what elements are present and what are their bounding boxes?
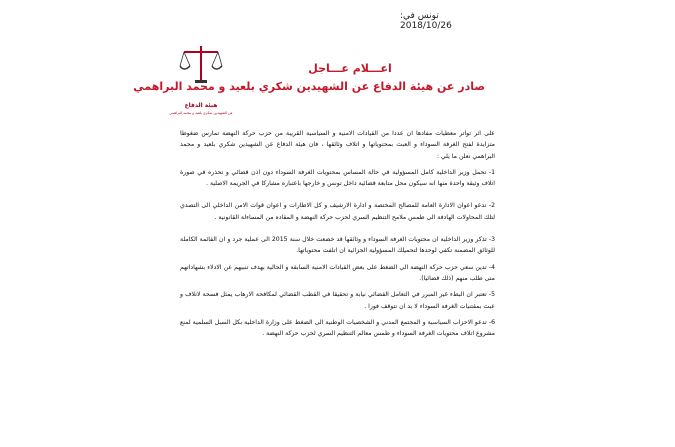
logo-subtitle: عن الشهيدين شكري بلعيد و محمد البراهمي: [169, 111, 233, 115]
list-item: 4- تدين سعي حزب حركة النهضة الى الضغط على بعض القيادات الامنية السابقة و الحالية بهدف تنبيهم عن الادلاء بشهاداتهم متى طلب منهم (ذلك قضائيا).: [180, 263, 495, 282]
intro-paragraph: على اثر تواتر معطيات مفادها ان عددا من القيادات الامنية و السياسية القريبة من حزب حركة النهضة تمارس ضغوطا متزايدة لفتح الغرفة السوداء و العبث بمحتوياتها و اتلاف وثائقها ، فان هيئة الدفاع عن الشهيدين شكري بلعيد و محمد البراهمي تعلن ما يلي :: [180, 130, 495, 160]
document-title: اعـــلام عـــاجل: [308, 62, 392, 75]
document-subtitle: صادر عن هيئة الدفاع عن الشهيدين شكري بلعيد و محمد البراهمي: [133, 80, 485, 93]
logo-name: هيئة الدفاع: [184, 102, 218, 109]
list-item: 1- تحمل وزير الداخلية كامل المسؤولية في حالة المساس بمحتويات الغرفة السوداء دون اذن قضائي و تحذره في صورة اتلاف وثيقة واحدة منها انه سيكون محل متابعة قضائية داخل تونس و خارجها باعتباره مشاركا في الجريمة الاصلية .: [180, 168, 495, 188]
document-date: تونس في: 2018/10/26: [400, 11, 452, 31]
list-item: 3- تذكر وزير الداخلية ان محتويات الغرفة السوداء و وثائقها قد خضعت خلال سنة 2015 الى عملية جرد و ان القائمة الكاملة للوثائق المضمنة تكفي لوحدها لتحميلك المسؤولية الجزائية ان اتلفت محتوياتها.: [180, 236, 495, 255]
document-body: [180, 128, 495, 344]
list-item: 5- تعتبر ان البطء غير المبرر في التعامل القضائي نيابة و تحقيقا في القطب القضائي لمكافحة الارهاب يمثل فسحة لاتلاف و عبث بمقتنيات الغرفة السوداء لا بد ان تتوقف فورا .: [180, 291, 495, 310]
list-item: 2- تدعو اعوان الادارة العامة للمصالح المختصة و ادارة الارشيف و كل الاطارات و اعوان قوات الامن الداخلي الى التصدي لتلك المحاولات الهادفة الى طمس ملامح التنظيم السري لحزب حركة النهضة و المقاده من المساءلة القانونية .: [180, 202, 495, 221]
list-item: 6- تدعو الاحزاب السياسية و المجتمع المدني و الشخصيات الوطنية الى الضغط على وزارة الداخلية بكل السبل السلمية لمنع مشروع اتلاف محتويات الغرفة السوداء و طمس معالم التنظيم السري لحزب حركة النهضة .: [180, 318, 495, 338]
